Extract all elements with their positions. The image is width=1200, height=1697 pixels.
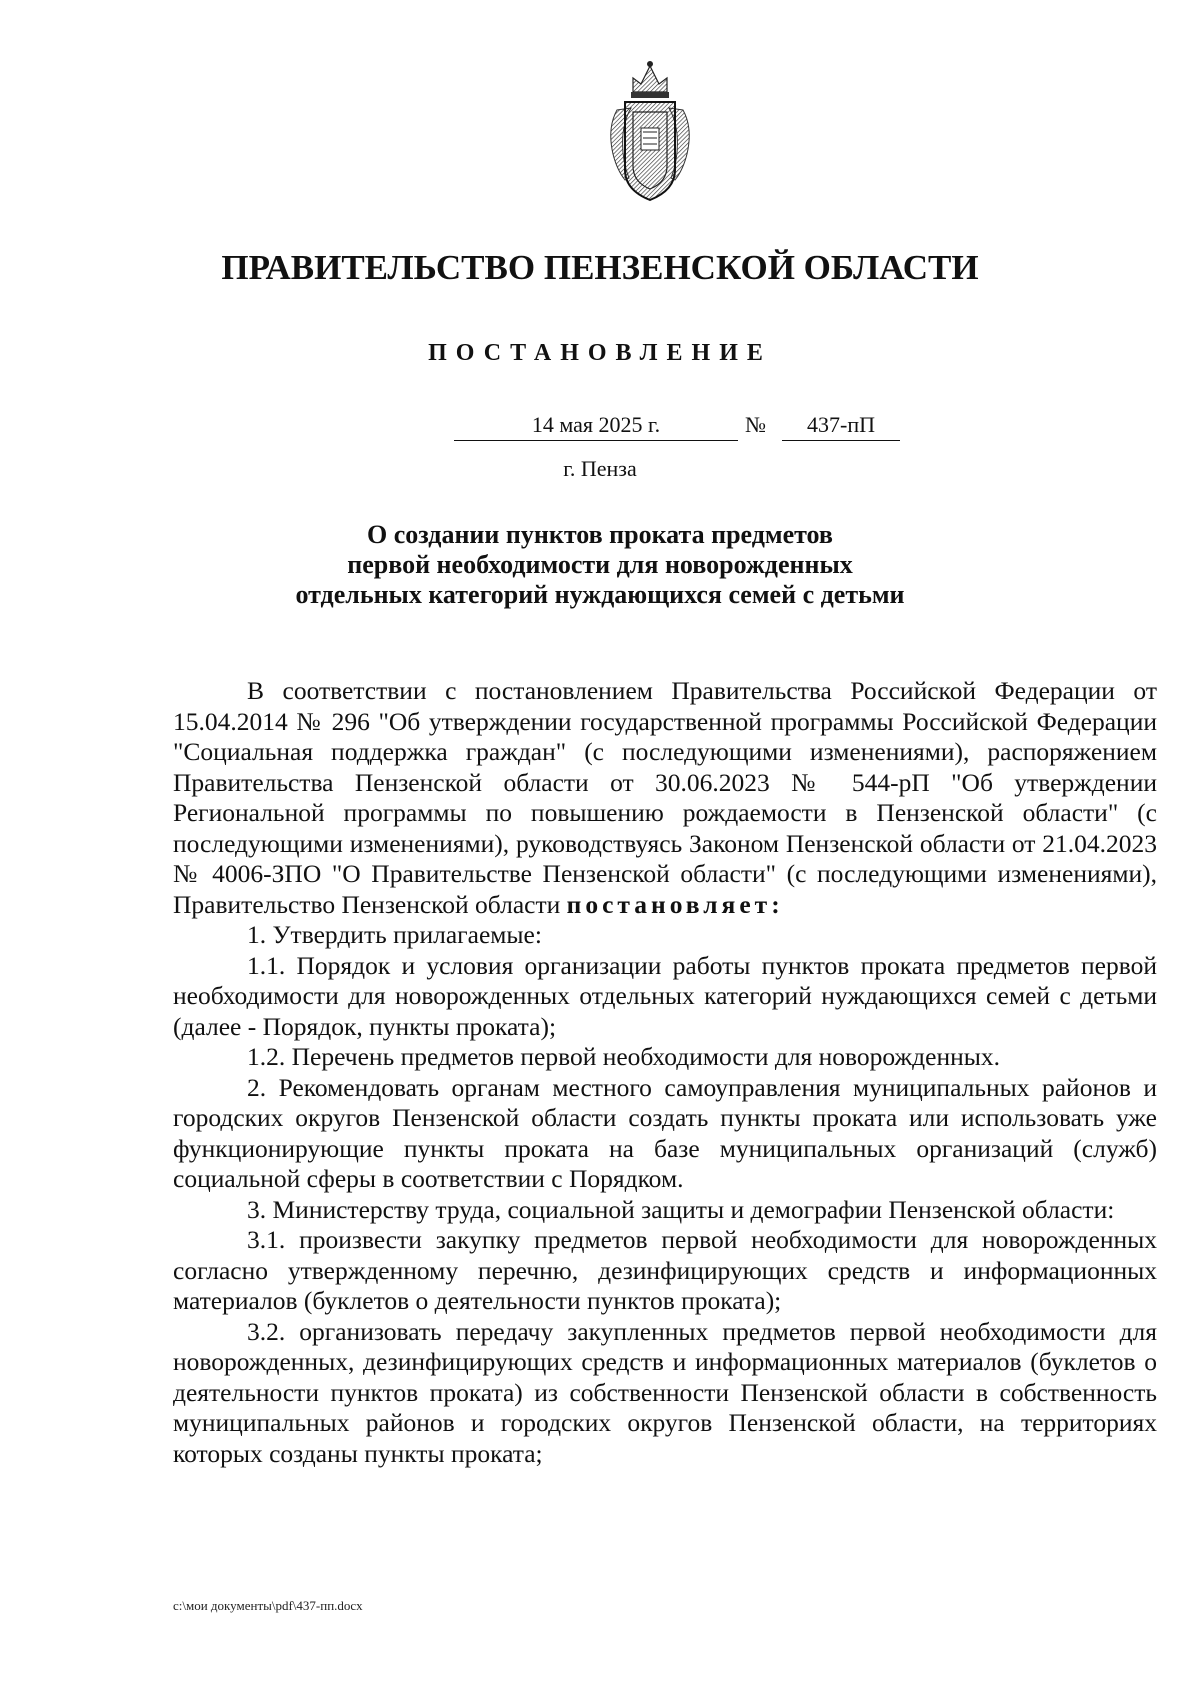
subject-line: О создании пунктов проката предметов [367,520,833,549]
footer-file-path: c:\мои документы\pdf\437-пп.docx [173,1598,363,1613]
document-type: ПОСТАНОВЛЕНИЕ [428,340,772,366]
body-paragraph: 3.1. произвести закупку предметов первой необходимости для новорожденных согласно утвержденному перечню, дезинфицирующих средств и информационных материалов (буклетов о деятельности пунктов проката); [173,1225,1157,1315]
document-subject [0,520,1200,610]
document-date: 14 мая 2025 г. [454,412,738,441]
body-paragraph: 1.2. Перечень предметов первой необходимости для новорожденных. [247,1042,1000,1071]
document-number: 437-пП [782,412,900,441]
intro-paragraph [173,676,1157,920]
body-paragraph: 3.2. организовать передачу закупленных предметов первой необходимости для новорожденных, дезинфицирующих средств и информационных материалов (буклетов о деятельности пунктов проката) из собственности Пензенской области в собственность муниципальных районов и городских округов Пензенской области, на территориях которых созданы пункты проката; [173,1316,1157,1468]
document-body [173,676,1157,1469]
subject-line: отдельных категорий нуждающихся семей с детьми [295,580,905,609]
penza-coat-of-arms-icon [603,58,697,208]
organization-title: ПРАВИТЕЛЬСТВО ПЕНЗЕНСКОЙ ОБЛАСТИ [221,248,979,287]
number-sign: № [745,412,766,437]
subject-line: первой необходимости для новорожденных [347,550,853,579]
decree-word: постановляет: [566,889,784,919]
body-paragraph: 1.1. Порядок и условия организации работы пунктов проката предметов первой необходимости для новорожденных отдельных категорий нуждающихся семей с детьми (далее - Порядок, пункты проката); [173,950,1157,1041]
body-paragraph: 1. Утвердить прилагаемые: [247,920,542,949]
intro-text: В соответствии с постановлением Правительства Российской Федерации от 15.04.2014 № 296 "Об утверждении государственной программы Российской Федерации "Социальная поддержка граждан" (с последующими изменениями), распоряжением Правительства Пензенской области от 30.06.2023 № 544-рП "Об утверждении Региональной программы по повышению рождаемости в Пензенской области" (с последующими изменениями), руководствуясь Законом Пензенской области от 21.04.2023 № 4006-ЗПО "О Правительстве Пензенской области" (с последующими изменениями), Правительство Пензенской области [173,676,1157,919]
body-paragraph: 3. Министерству труда, социальной защиты и демографии Пензенской области: [247,1194,1115,1224]
document-city: г. Пенза [563,456,637,481]
body-paragraph: 2. Рекомендовать органам местного самоуправления муниципальных районов и городских округов Пензенской области создать пункты проката или использовать уже функционирующие пункты проката на базе муниципальных организаций (служб) социальной сферы в соответствии с Порядком. [173,1072,1157,1193]
